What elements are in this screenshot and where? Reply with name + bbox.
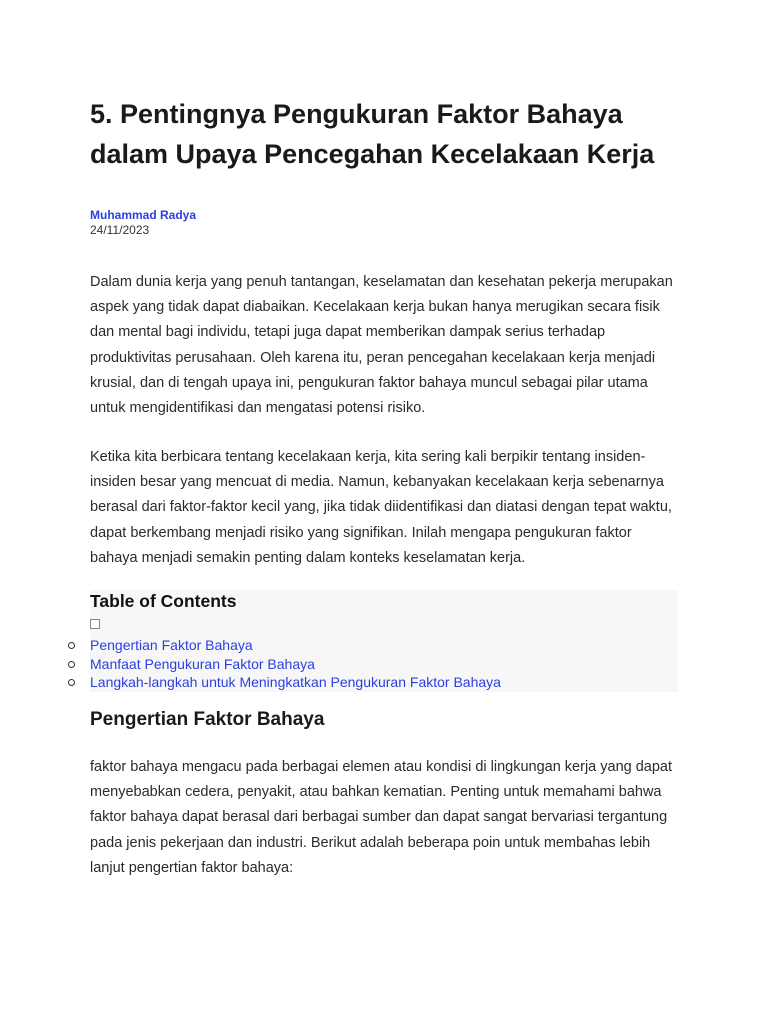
publish-date: 24/11/2023: [90, 223, 150, 237]
circle-bullet-icon: [68, 679, 75, 686]
toc-link-manfaat[interactable]: Manfaat Pengukuran Faktor Bahaya: [90, 655, 315, 672]
toc-link-pengertian[interactable]: Pengertian Faktor Bahaya: [90, 637, 253, 653]
table-of-contents: [90, 590, 678, 692]
article-title: 5. Pentingnya Pengukuran Faktor Bahaya dalam Upaya Pencegahan Kecelakaan Kerja: [90, 99, 655, 169]
author-link[interactable]: Muhammad Radya: [90, 208, 197, 222]
toc-link-langkah[interactable]: Langkah-langkah untuk Meningkatkan Pengukuran Faktor Bahaya: [90, 674, 501, 690]
section-paragraph: faktor bahaya mengacu pada berbagai elemen atau kondisi di lingkungan kerja yang dapat menyebabkan cedera, penyakit, atau bahkan kematian. Penting untuk memahami bahwa faktor bahaya dapat berasal dari berbagai sumber dan dapat sangat bervariasi tergantung pada jenis pekerjaan dan industri. Berikut adalah beberapa poin untuk membahas lebih lanjut pengertian faktor bahaya:: [90, 759, 673, 876]
intro-paragraph-1: Dalam dunia kerja yang penuh tantangan, keselamatan dan kesehatan pekerja merupakan aspek yang tidak dapat diabaikan. Kecelakaan kerja bukan hanya merugikan secara fisik dan mental bagi individu, tetapi juga dapat memberikan dampak serius terhadap produktivitas perusahaan. Oleh karena itu, peran pencegahan kecelakaan kerja menjadi krusial, dan di tengah upaya ini, pengukuran faktor bahaya muncul sebagai pilar utama untuk mengidentifikasi dan mengatasi potensi risiko.: [90, 274, 673, 417]
circle-bullet-icon: [68, 642, 75, 649]
toc-title: Table of Contents: [90, 591, 237, 611]
intro-paragraph-2: Ketika kita berbicara tentang kecelakaan kerja, kita sering kali berpikir tentang insiden-insiden besar yang mencuat di media. Namun, kebanyakan kecelakaan kerja sebenarnya berasal dari faktor-faktor kecil yang, jika tidak diidentifikasi dan diatasi dengan tepat waktu, dapat berkembang menjadi risiko yang signifikan. Inilah mengapa pengukuran faktor bahaya menjadi semakin penting dalam konteks keselamatan kerja.: [90, 449, 672, 566]
section-heading-pengertian: Pengertian Faktor Bahaya: [90, 709, 325, 730]
toc-toggle-checkbox[interactable]: [90, 619, 100, 629]
circle-bullet-icon: [68, 661, 75, 668]
